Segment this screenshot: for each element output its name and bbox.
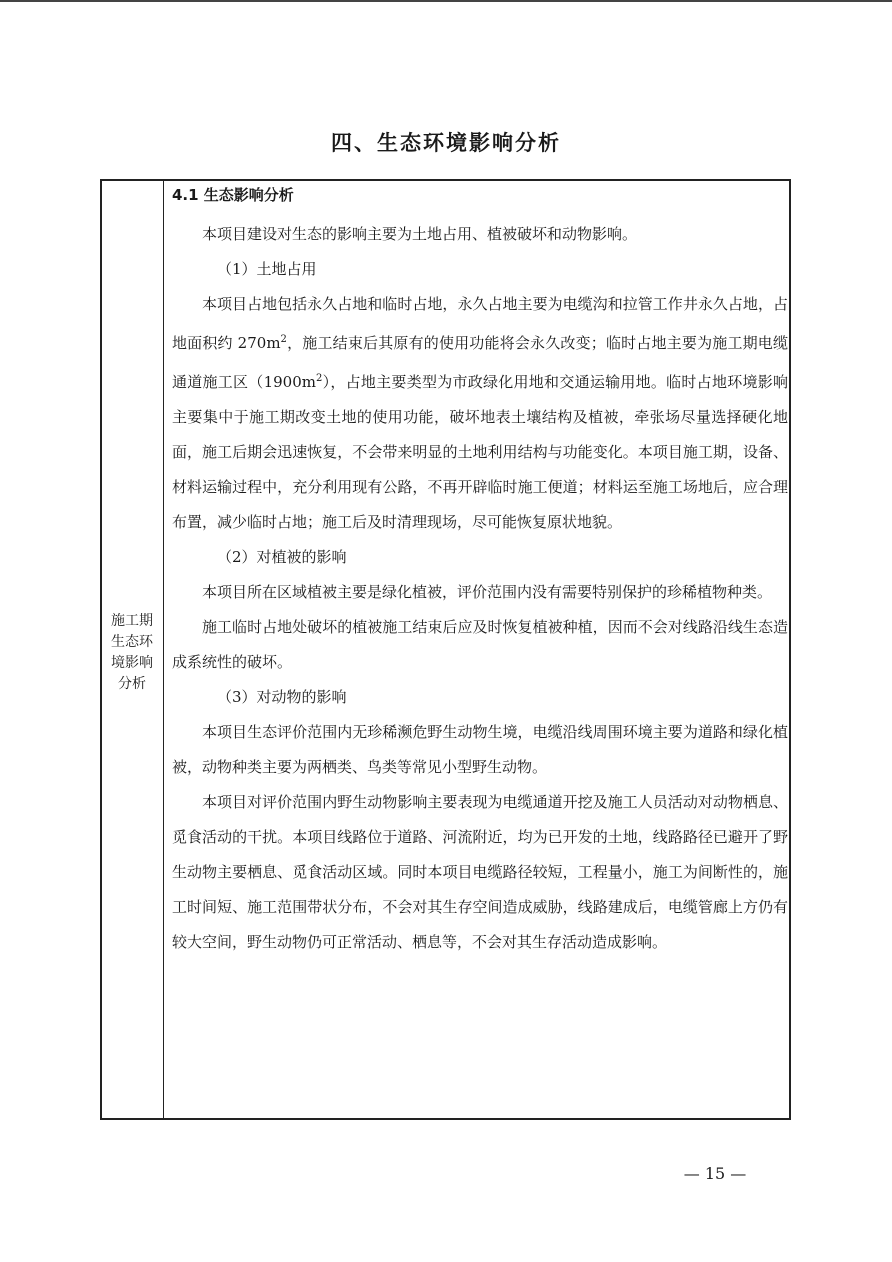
vegetation-paragraph-1: 本项目所在区域植被主要是绿化植被，评价范围内没有需要特别保护的珍稀植物种类。 xyxy=(202,583,773,601)
animals-paragraph-2: 本项目对评价范围内野生动物影响主要表现为电缆通道开挖及施工人员活动对动物栖息、觅食活动的干扰。本项目线路位于道路、河流附近，均为已开发的土地，线路路径已避开了野生动物主要栖息、觅食活动区域。同时本项目电缆路径较短，工程量小，施工为间断性的，施工时间短、施工范围带状分布，不会对其生存空间造成威胁，线路建成后，电缆管廊上方仍有较大空间，野生动物仍可正常活动、栖息等，不会对其生存活动造成影响。 xyxy=(172,793,788,951)
superscript: 2 xyxy=(315,373,323,384)
top-border-line xyxy=(0,0,892,2)
land-use-text-c: ），占地主要类型为市政绿化用地和交通运输用地。临时占地环境影响主要集中于施工期改变土地的使用功能，破坏地表土壤结构及植被，牵张场尽量选择硬化地面，施工后期会迅速恢复，不会带来明显的土地利用结构与功能变化。本项目施工期，设备、材料运输过程中，充分利用现有公路，不再开辟临时施工便道；材料运至施工场地后，应合理布置，减少临时占地；施工后及时清理现场，尽可能恢复原状地貌。 xyxy=(172,373,788,531)
subheading-animals: （3）对动物的影响 xyxy=(217,688,347,706)
table-content-cell xyxy=(172,183,788,960)
subheading-land-use: （1）土地占用 xyxy=(217,260,317,278)
superscript: 2 xyxy=(280,334,287,345)
row-label: 施工期 生态环 境影响 分析 xyxy=(111,613,153,692)
vegetation-paragraph-2: 施工临时占地处破坏的植被施工结束后应及时恢复植被种植，因而不会对线路沿线生态造成系统性的破坏。 xyxy=(172,618,788,671)
animals-paragraph-1: 本项目生态评价范围内无珍稀濒危野生动物生境，电缆沿线周围环境主要为道路和绿化植被，动物种类主要为两栖类、鸟类等常见小型野生动物。 xyxy=(172,723,788,776)
subheading-vegetation: （2）对植被的影响 xyxy=(217,548,347,566)
intro-paragraph: 本项目建设对生态的影响主要为土地占用、植被破坏和动物影响。 xyxy=(202,225,638,243)
land-use-text-b: ，施工结束后其原有的使用功能将会永久改变；临时占地主要为施工期电缆通道施工区（1900m xyxy=(172,334,788,391)
page-number: — 15 — xyxy=(683,1164,747,1183)
page-title: 四、生态环境影响分析 xyxy=(331,131,561,155)
land-use-text-a: 本项目占地包括永久占地和临时占地，永久占地主要为电缆沟和拉管工作井永久占地，占地面积约 270m xyxy=(172,295,788,352)
land-use-paragraph xyxy=(172,287,788,540)
analysis-table xyxy=(100,179,791,1120)
section-heading: 4.1 生态影响分析 xyxy=(172,186,294,204)
table-label-column xyxy=(102,181,164,1118)
